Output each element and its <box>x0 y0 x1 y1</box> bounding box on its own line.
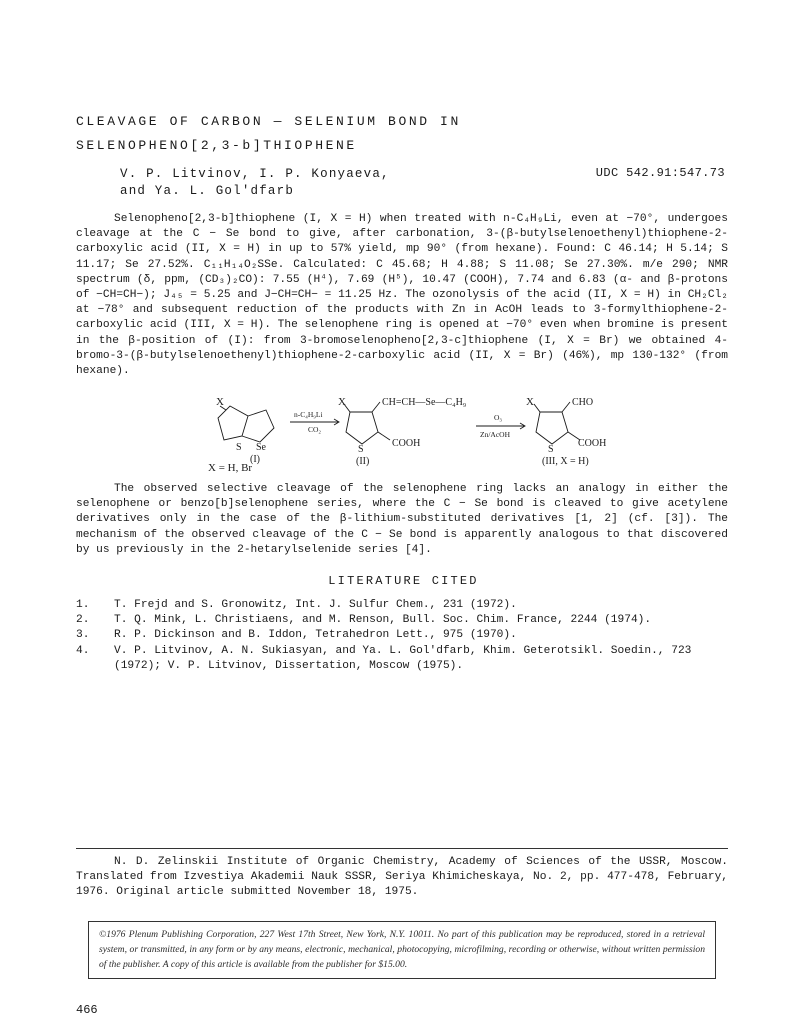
reference-item <box>76 628 736 643</box>
compound-label-ii: (II) <box>356 456 370 467</box>
reference-text: T. Frejd and S. Gronowitz, Int. J. Sulfur Chem., 231 (1972). <box>114 599 517 611</box>
compound-label-iii: (III, X = H) <box>542 456 589 467</box>
reagent-butyllithium: n-C₄H₉Li <box>294 410 323 419</box>
discussion <box>76 482 728 558</box>
footer-divider <box>76 848 728 849</box>
reference-text: R. P. Dickinson and B. Iddon, Tetrahedron Lett., 975 (1970). <box>114 629 517 642</box>
reference-number: 3. <box>76 629 90 642</box>
udc-code: UDC 542.91:547.73 <box>595 166 725 180</box>
abstract <box>76 212 728 379</box>
scheme-x-3: X <box>526 398 534 408</box>
discussion-paragraph: The observed selective cleavage of the selenophene ring lacks an analogy in either the selenophene or benzo[b]selenophene series, where the C − Se bond is cleaved to give acetylene derivatives only in the case of the β-lithium-substituted derivatives [1, 2] (cf. [3]). The mechanism of the observed cleavage of the C − Se bond is apparently analogous to that discovered by us previously in the 2-hetarylselenide series [4]. <box>76 483 728 556</box>
reference-item <box>76 613 736 628</box>
compound-iii-structure <box>534 402 580 444</box>
authors-line-2: and Ya. L. Gol'dfarb <box>120 184 295 198</box>
page-number: 466 <box>76 1003 98 1017</box>
reference-item <box>76 598 736 613</box>
title-line-2: SELENOPHENO[2,3-b]THIOPHENE <box>76 138 357 153</box>
substituent-note: X = H, Br <box>208 462 253 474</box>
reagent-zn-acoh: Zn/AcOH <box>480 430 510 439</box>
scheme-se-1: Se <box>256 442 266 453</box>
author-list <box>120 166 390 200</box>
compound-label-i: (I) <box>250 454 260 465</box>
reference-text: V. P. Litvinov, A. N. Sukiasyan, and Ya. L. Gol'dfarb, Khim. Geterotsikl. Soedin., 723 (1972); V. P. Litvinov, Dissertation, Moscow (1975). <box>114 644 692 672</box>
title-line-1: CLEAVAGE OF CARBON — SELENIUM BOND IN <box>76 114 461 129</box>
compound-ii-structure <box>344 402 390 444</box>
scheme-x-1: X <box>216 398 224 408</box>
scheme-s-1: S <box>236 442 242 453</box>
reagent-co2: CO₂ <box>308 425 322 434</box>
article-title <box>76 110 461 158</box>
reference-text: T. Q. Mink, L. Christiaens, and M. Renson, Bull. Soc. Chim. France, 2244 (1974). <box>114 614 652 627</box>
scheme-cooh-1: COOH <box>392 438 421 449</box>
scheme-s-3: S <box>548 444 554 455</box>
literature-heading: LITERATURE CITED <box>328 574 479 588</box>
scheme-cho: CHO <box>572 398 594 408</box>
scheme-cooh-2: COOH <box>578 438 607 449</box>
compound-i-structure <box>218 406 274 442</box>
reference-number: 4. <box>76 644 90 657</box>
authors-line-1: V. P. Litvinov, I. P. Konyaeva, <box>120 167 390 181</box>
affiliation-text: N. D. Zelinskii Institute of Organic Chemistry, Academy of Sciences of the USSR, Moscow. Translated from Izvestiya Akademii Nauk SSSR, Seriya Khimicheskaya, No. 2, pp. 477-478, February, 1976. Original article submitted November 18, 1975. <box>76 856 728 899</box>
reference-item <box>76 644 736 674</box>
copyright-box <box>88 921 716 979</box>
reference-number: 2. <box>76 614 90 627</box>
scheme-x-2: X <box>338 398 346 408</box>
abstract-paragraph: Selenopheno[2,3-b]thiophene (I, X = H) when treated with n-C₄H₉Li, even at −70°, undergoes cleavage at the C − Se bond to give, after carbonation, 3-(β-butylselenoethenyl)thiophene-2-carboxylic acid (II, X = H) in up to 57% yield, mp 90° (from hexane). Found: C 46.14; H 5.14; S 11.17; Se 27.52%. C₁₁H₁₄O₂SSe. Calculated: C 45.68; H 4.88; S 11.08; Se 27.30%. m/e 290; NMR spectrum (δ, ppm, (CD₃)₂CO): 7.55 (H⁴), 7.69 (H⁵), 10.47 (COOH), 7.74 and 6.83 (α- and β-protons of −CH=CH−); J₄₅ = 5.25 and J−CH=CH− = 11.25 Hz. The ozonolysis of the acid (II, X = H) in CH₂Cl₂ at −78° and subsequent reduction of the products with Zn in AcOH leads to 3-formylthiophene-2-carboxylic acid (III, X = H). The selenophene ring is opened at −70° even when bromine is present in the β-position of (I): from 3-bromoselenopheno[2,3-c]thiophene (I, X = Br) we obtained 4-bromo-3-(β-butylselenoethenyl)thiophene-2-carboxylic acid (II, X = Br) (46%), mp 130-132° (from hexane). <box>76 213 728 378</box>
reagent-ozone: O₃ <box>494 413 503 422</box>
reaction-scheme <box>190 398 610 476</box>
scheme-chain: CH=CH—Se—C₄H₉ <box>382 398 467 408</box>
scheme-s-2: S <box>358 444 364 455</box>
reference-list <box>76 598 736 674</box>
copyright-text: ©1976 Plenum Publishing Corporation, 227 West 17th Street, New York, N.Y. 10011. No part of this publication may be reproduced, stored in a retrieval system, or transmitted, in any form or by any means, electronic, mechanical, photocopying, microfilming, recording or otherwise, without written permission of the publisher. A copy of this article is available from the publisher for $15.00. <box>99 929 705 970</box>
affiliation-note <box>76 855 728 901</box>
reference-number: 1. <box>76 599 90 611</box>
